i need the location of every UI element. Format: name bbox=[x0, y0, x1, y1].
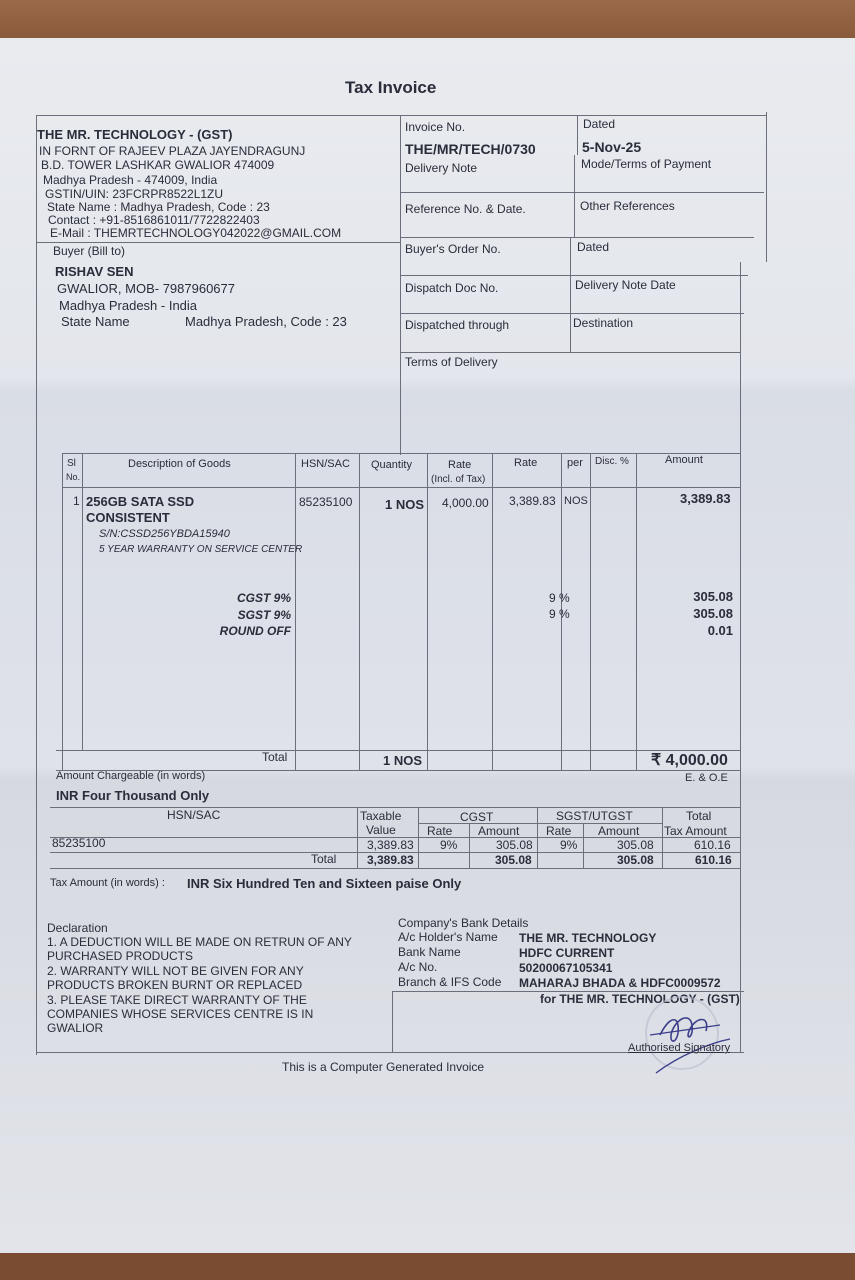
col-qty bbox=[359, 453, 360, 770]
hsn-cgst-rate-h: Rate bbox=[427, 824, 453, 838]
hsn-row-cgst-amt: 305.08 bbox=[496, 838, 533, 852]
tax-words-label: Tax Amount (in words) : bbox=[50, 877, 165, 889]
item-rate: 3,389.83 bbox=[509, 494, 556, 508]
frame-right bbox=[740, 262, 741, 1052]
hsn-row-cgst-rate: 9% bbox=[440, 838, 458, 852]
declaration-title: Declaration bbox=[47, 921, 108, 935]
frame-right-top bbox=[766, 112, 767, 262]
tax-sgst-label: SGST 9% bbox=[237, 608, 291, 622]
sign-for: for THE MR. TECHNOLOGY - (GST) bbox=[540, 992, 740, 1006]
col-rate bbox=[492, 453, 493, 770]
seller-address-3: Madhya Pradesh - 474009, India bbox=[43, 173, 218, 187]
hsn-header-label: HSN/SAC bbox=[167, 808, 221, 822]
bank-branch: MAHARAJ BHADA & HDFC0009572 bbox=[519, 976, 721, 990]
meta-divider-left bbox=[400, 115, 401, 455]
seller-name: THE MR. TECHNOLOGY - (GST) bbox=[37, 127, 233, 142]
item-hsn: 85235100 bbox=[299, 495, 353, 509]
seller-email: E-Mail : THEMRTECHNOLOGY042022@GMAIL.COM bbox=[50, 226, 342, 240]
col-hsn bbox=[295, 453, 296, 770]
amount-words-label: Amount Chargeable (in words) bbox=[56, 770, 206, 782]
buyers-order: Buyer's Order No. bbox=[405, 242, 501, 256]
col-sl bbox=[62, 453, 63, 770]
invoice-title: Tax Invoice bbox=[345, 78, 437, 97]
hsn-total-amount: 610.16 bbox=[695, 853, 732, 867]
destination: Destination bbox=[573, 316, 634, 330]
declaration-line-1: 1. A DEDUCTION WILL BE MADE ON RETRUN OF ANY bbox=[47, 935, 352, 949]
bank-acno-label: A/c No. bbox=[398, 960, 438, 974]
hsn-total-taxable: 3,389.83 bbox=[367, 853, 414, 867]
header-per: per bbox=[567, 457, 583, 469]
frame-top bbox=[36, 115, 766, 116]
hsn-col-taxable bbox=[357, 807, 358, 868]
buyer-state-value: Madhya Pradesh, Code : 23 bbox=[185, 314, 347, 329]
hsn-cgst-sub bbox=[469, 823, 470, 868]
dated-2: Dated bbox=[577, 240, 610, 254]
tax-sgst-rate: 9 % bbox=[549, 607, 570, 621]
buyer-label: Buyer (Bill to) bbox=[53, 244, 126, 258]
dispatched-through: Dispatched through bbox=[405, 318, 510, 332]
hsn-row-total: 610.16 bbox=[694, 838, 731, 852]
declaration-line-5: 3. PLEASE TAKE DIRECT WARRANTY OF THE bbox=[47, 993, 307, 1007]
authorised-signatory: Authorised Signatory bbox=[628, 1042, 731, 1054]
seller-gstin: GSTIN/UIN: 23FCRPR8522L1ZU bbox=[45, 187, 224, 201]
sign-box-left bbox=[392, 991, 393, 1053]
table-header-bottom bbox=[62, 487, 740, 488]
header-description: Description of Goods bbox=[128, 458, 231, 470]
tax-cgst-rate: 9 % bbox=[549, 591, 570, 605]
invoice-no: THE/MR/TECH/0730 bbox=[405, 141, 536, 157]
hsn-cgst: CGST bbox=[460, 810, 494, 824]
buyer-line-1: GWALIOR, MOB- 7987960677 bbox=[57, 281, 235, 296]
header-quantity: Quantity bbox=[371, 459, 412, 471]
meta-row-2 bbox=[400, 237, 754, 238]
item-rate-incl: 4,000.00 bbox=[442, 496, 489, 510]
item-per: NOS bbox=[564, 495, 588, 507]
hsn-total-label: Total bbox=[311, 852, 337, 866]
header-amount: Amount bbox=[665, 454, 703, 466]
footer-note: This is a Computer Generated Invoice bbox=[282, 1060, 485, 1074]
bank-name-label: Bank Name bbox=[398, 945, 461, 959]
hsn-taxable-2: Value bbox=[366, 823, 396, 837]
item-sl: 1 bbox=[73, 494, 80, 508]
tax-roundoff-amount: 0.01 bbox=[707, 623, 733, 638]
declaration-line-4: PRODUCTS BROKEN BURNT OR REPLACED bbox=[47, 978, 303, 992]
hsn-row-code: 85235100 bbox=[52, 836, 106, 850]
tax-roundoff-label: ROUND OFF bbox=[219, 624, 291, 638]
signature-stamp bbox=[620, 995, 750, 1080]
dated-label: Dated bbox=[583, 117, 616, 131]
buyer-line-2: Madhya Pradesh - India bbox=[59, 298, 198, 313]
hsn-top bbox=[50, 807, 740, 808]
hsn-row-sgst-rate: 9% bbox=[560, 838, 578, 852]
col-desc bbox=[82, 453, 83, 751]
meta-divider-mid-3 bbox=[570, 237, 571, 352]
item-qty: 1 NOS bbox=[385, 497, 425, 512]
hsn-cgst-amt-h: Amount bbox=[478, 824, 520, 838]
bank-holder-label: A/c Holder's Name bbox=[398, 930, 498, 944]
eoe: E. & O.E bbox=[685, 772, 728, 784]
table-total-top bbox=[56, 750, 740, 751]
seller-address-1: IN FORNT OF RAJEEV PLAZA JAYENDRAGUNJ bbox=[39, 144, 306, 158]
hsn-total-sgst: 305.08 bbox=[617, 853, 654, 867]
seller-state: State Name : Madhya Pradesh, Code : 23 bbox=[47, 200, 270, 214]
header-hsn: HSN/SAC bbox=[301, 458, 350, 470]
invoice-no-label: Invoice No. bbox=[405, 120, 466, 134]
bank-name: HDFC CURRENT bbox=[519, 946, 615, 960]
meta-row-1 bbox=[400, 192, 764, 193]
header-rate-incl: Rate bbox=[448, 459, 472, 471]
hsn-col-sgst bbox=[537, 807, 538, 868]
tax-words: INR Six Hundred Ten and Sixteen paise Only bbox=[187, 876, 462, 891]
declaration-line-6: COMPANIES WHOSE SERVICES CENTRE IS IN bbox=[47, 1007, 314, 1021]
other-references: Other References bbox=[580, 199, 675, 213]
meta-row-4 bbox=[400, 313, 744, 314]
meta-row-3 bbox=[400, 275, 748, 276]
dated-value: 5-Nov-25 bbox=[582, 139, 642, 155]
amount-words: INR Four Thousand Only bbox=[56, 788, 210, 803]
divider-seller bbox=[37, 242, 401, 243]
tax-cgst-label: CGST 9% bbox=[236, 591, 291, 605]
hsn-total-1: Total bbox=[686, 809, 712, 823]
hsn-sgst-amt-h: Amount bbox=[598, 824, 640, 838]
meta-row-5 bbox=[400, 352, 740, 353]
header-rate-incl-sub: (Incl. of Tax) bbox=[431, 474, 486, 485]
header-sl: Sl bbox=[67, 458, 76, 469]
meta-divider-mid-1 bbox=[577, 115, 578, 155]
seller-contact: Contact : +91-8516861011/7722822403 bbox=[48, 213, 260, 227]
dispatch-doc: Dispatch Doc No. bbox=[405, 281, 499, 295]
bank-acno: 50200067105341 bbox=[519, 961, 613, 975]
meta-divider-mid-2 bbox=[574, 155, 575, 237]
hsn-col-total bbox=[662, 807, 663, 868]
item-name-2: CONSISTENT bbox=[86, 510, 170, 525]
col-amount bbox=[636, 453, 637, 770]
header-no: No. bbox=[66, 472, 81, 482]
hsn-taxable-1: Taxable bbox=[360, 809, 402, 823]
table-top bbox=[62, 453, 740, 454]
declaration-line-7: GWALIOR bbox=[47, 1021, 104, 1035]
mode-terms: Mode/Terms of Payment bbox=[581, 157, 712, 171]
hsn-bottom bbox=[50, 868, 740, 869]
tax-sgst-amount: 305.08 bbox=[693, 606, 733, 621]
bank-branch-label: Branch & IFS Code bbox=[398, 975, 502, 989]
hsn-row-taxable: 3,389.83 bbox=[367, 838, 414, 852]
frame-left bbox=[36, 115, 37, 1055]
hsn-total-2: Tax Amount bbox=[664, 824, 727, 838]
item-name-1: 256GB SATA SSD bbox=[86, 494, 195, 509]
total-label: Total bbox=[262, 750, 288, 764]
col-disc bbox=[590, 453, 591, 770]
seller-address-2: B.D. TOWER LASHKAR GWALIOR 474009 bbox=[41, 158, 275, 172]
item-amount: 3,389.83 bbox=[680, 491, 731, 506]
buyer-state-label: State Name bbox=[61, 314, 130, 329]
total-amount: ₹ 4,000.00 bbox=[651, 752, 728, 769]
hsn-sgst-sub bbox=[583, 823, 584, 868]
tax-cgst-amount: 305.08 bbox=[693, 589, 733, 604]
hsn-sgst: SGST/UTGST bbox=[556, 809, 633, 823]
buyer-name: RISHAV SEN bbox=[55, 264, 134, 279]
hsn-col-cgst bbox=[418, 807, 419, 868]
header-rate: Rate bbox=[514, 457, 538, 469]
item-warranty: 5 YEAR WARRANTY ON SERVICE CENTER bbox=[99, 544, 303, 555]
hsn-total-cgst: 305.08 bbox=[495, 853, 532, 867]
total-qty: 1 NOS bbox=[383, 753, 423, 768]
col-rate-incl bbox=[427, 453, 428, 770]
delivery-note: Delivery Note bbox=[405, 161, 478, 175]
bank-title: Company's Bank Details bbox=[398, 916, 529, 930]
declaration-line-3: 2. WARRANTY WILL NOT BE GIVEN FOR ANY bbox=[47, 964, 304, 978]
declaration-line-2: PURCHASED PRODUCTS bbox=[47, 949, 194, 963]
terms-of-delivery: Terms of Delivery bbox=[405, 355, 498, 369]
hsn-row-sgst-amt: 305.08 bbox=[617, 838, 654, 852]
item-serial: S/N:CSSD256YBDA15940 bbox=[99, 528, 230, 540]
hsn-sgst-rate-h: Rate bbox=[546, 824, 572, 838]
delivery-note-date: Delivery Note Date bbox=[575, 278, 676, 292]
header-disc: Disc. % bbox=[595, 456, 629, 467]
reference: Reference No. & Date. bbox=[405, 202, 526, 216]
bank-holder: THE MR. TECHNOLOGY bbox=[519, 931, 657, 945]
